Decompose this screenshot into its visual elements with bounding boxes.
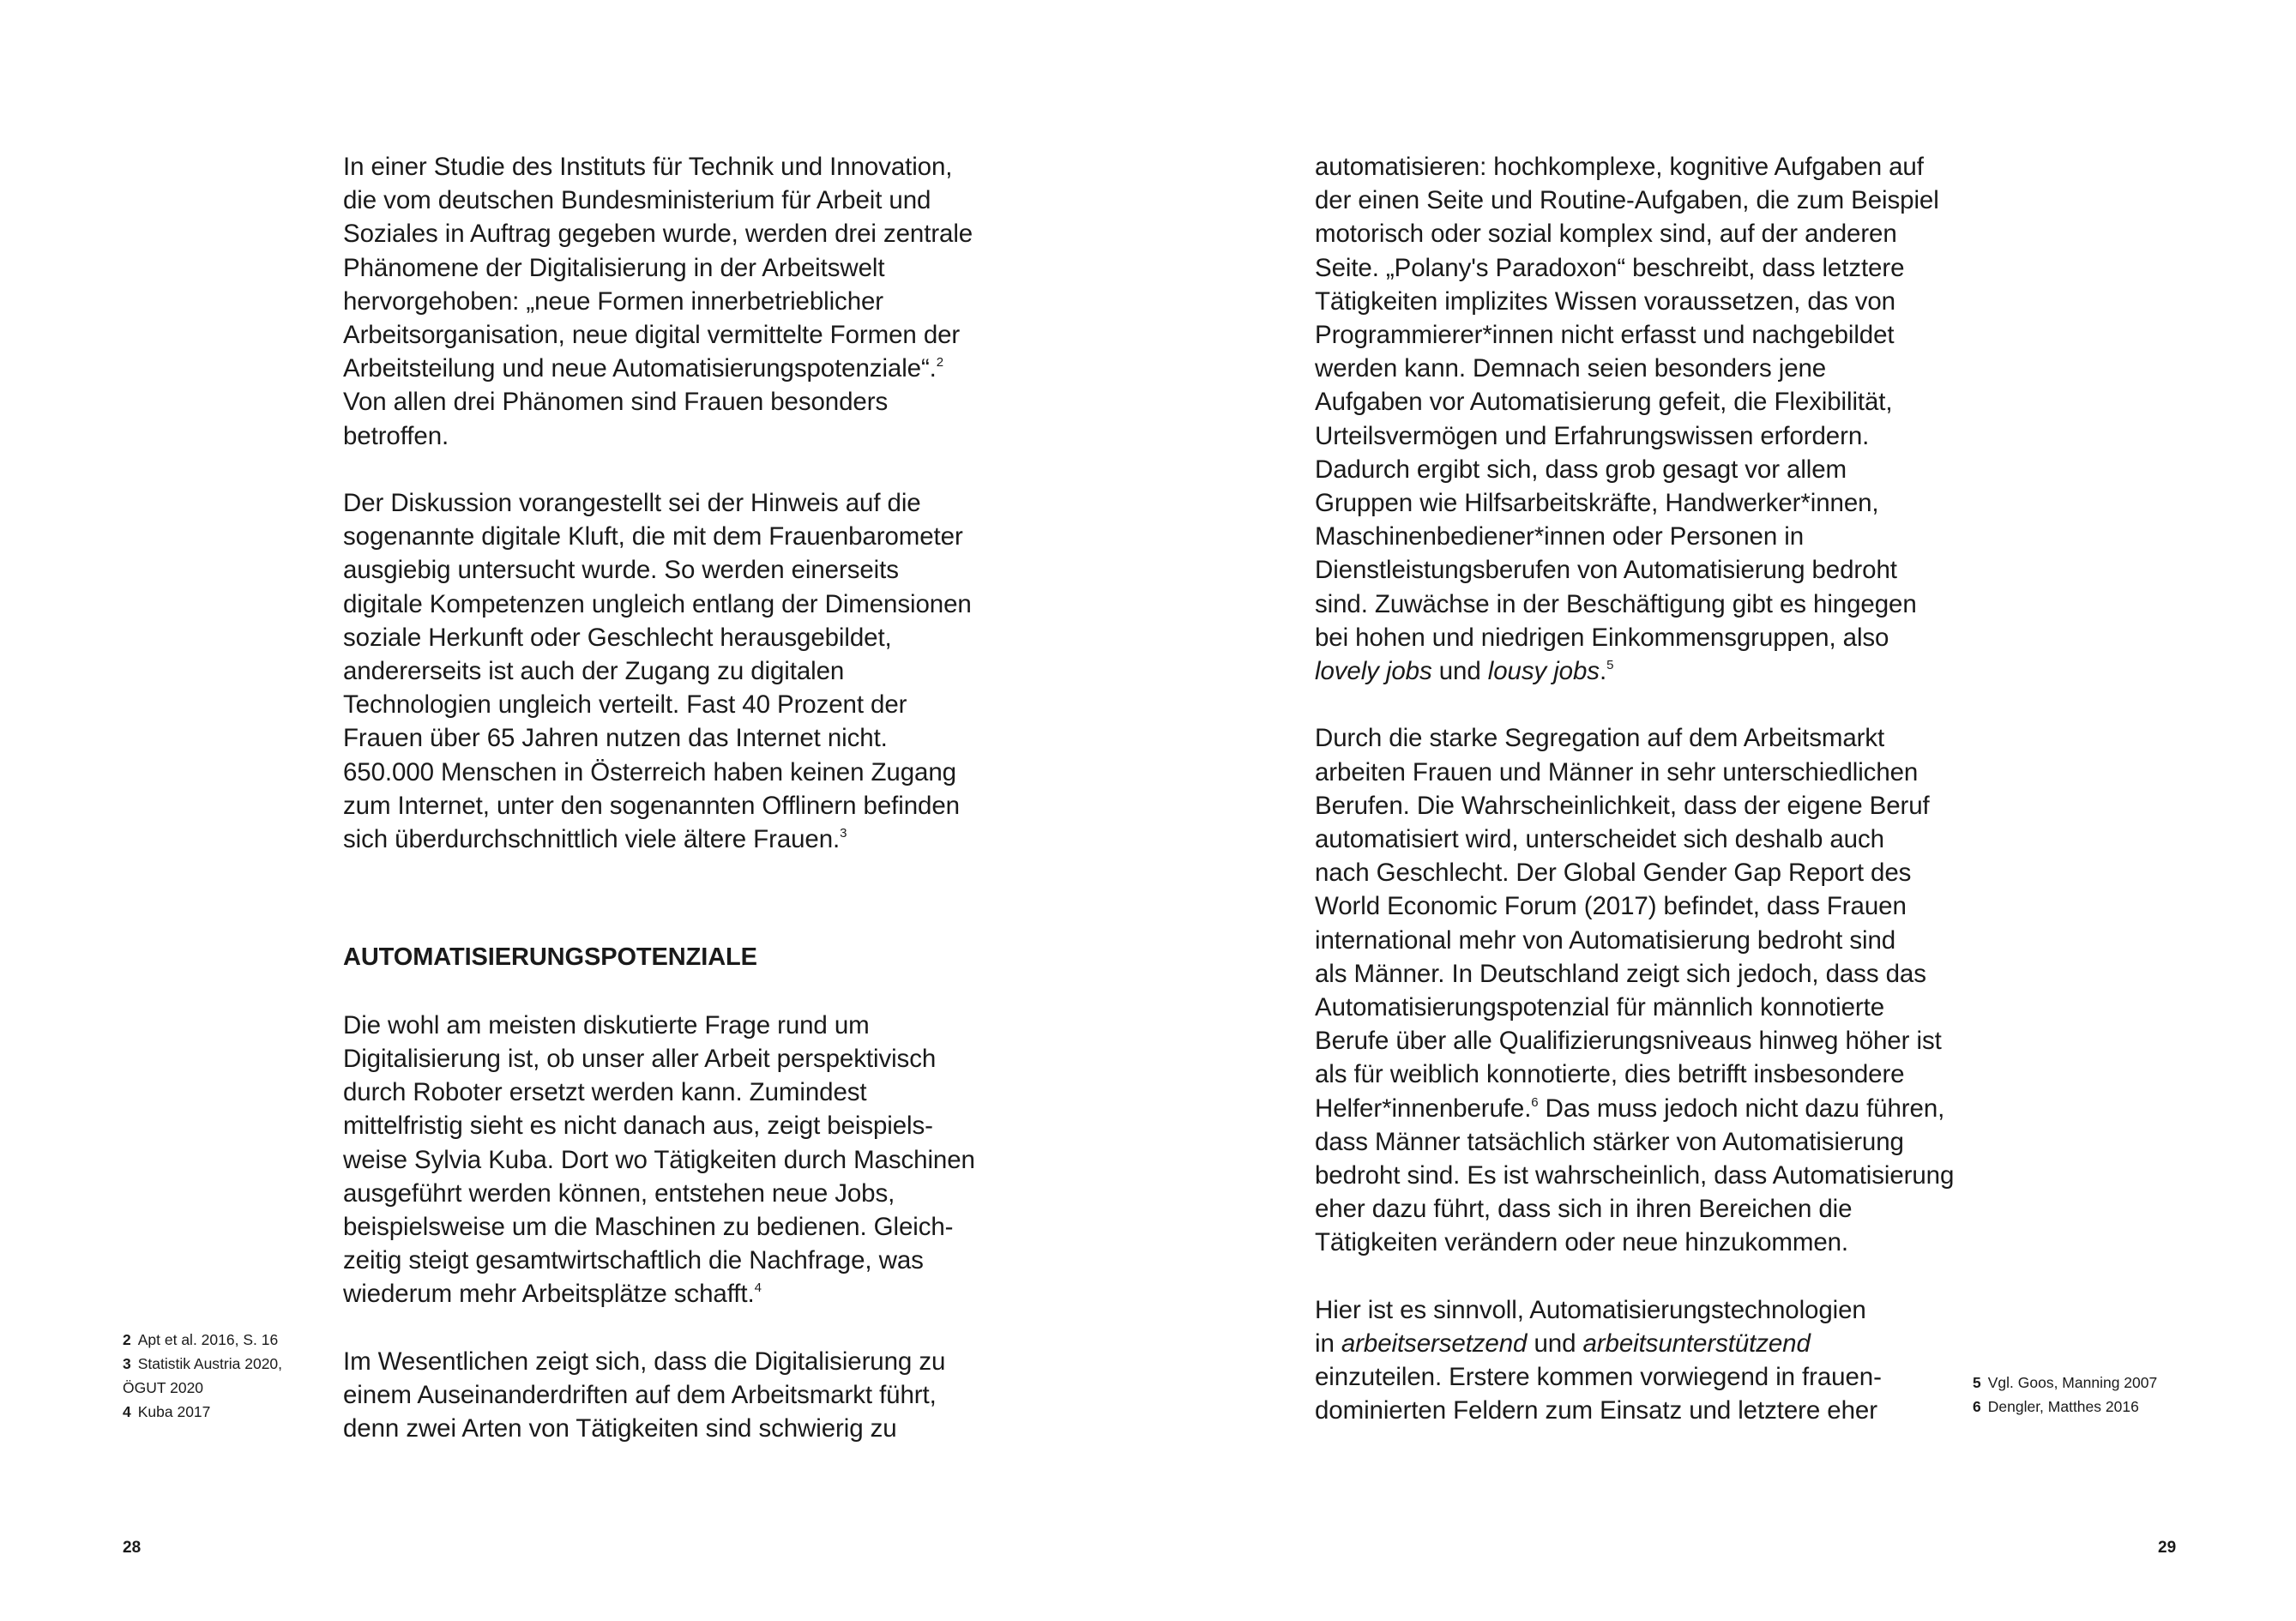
- footnote-number: 5: [1973, 1374, 1981, 1391]
- text-line: Berufen. Die Wahrscheinlichkeit, dass der eigene Beruf: [1315, 791, 1930, 820]
- text-line: Im Wesentlichen zeigt sich, dass die Digitalisierung zu: [343, 1347, 946, 1376]
- text-line: dominierten Feldern zum Einsatz und letztere eher: [1315, 1396, 1877, 1425]
- text-line: bei hohen und niedrigen Einkommensgruppen, also: [1315, 623, 1889, 652]
- text-line: als Männer. In Deutschland zeigt sich jedoch, dass das: [1315, 959, 1926, 988]
- paragraph-automatisieren: [1315, 150, 1975, 688]
- text-line: Frauen über 65 Jahren nutzen das Internet nicht.: [343, 724, 888, 753]
- text-line: Durch die starke Segregation auf dem Arbeitsmarkt: [1315, 724, 1885, 753]
- right-page: [1148, 0, 2296, 1621]
- text-line: Gruppen wie Hilfsarbeitskräfte, Handwerker*innen,: [1315, 489, 1879, 518]
- footnote: [1973, 1371, 2157, 1395]
- text-line: Programmierer*innen nicht erfasst und nachgebildet: [1315, 321, 1895, 350]
- text-line: Digitalisierung ist, ob unser aller Arbeit perspektivisch: [343, 1045, 937, 1074]
- text-line-with-ref: [1315, 654, 1975, 688]
- page-number: 28: [123, 1539, 142, 1557]
- footnote: [123, 1400, 282, 1424]
- text-fragment: Helfer*innenberufe.: [1315, 1094, 1532, 1123]
- text-line: werden kann. Demnach seien besonders jene: [1315, 354, 1827, 383]
- text-line: international mehr von Automatisierung bedroht sind: [1315, 925, 1896, 955]
- paragraph-gap: [1315, 1260, 1975, 1293]
- text-line: wiederum mehr Arbeitsplätze schafft.: [343, 1280, 755, 1309]
- text-line: 650.000 Menschen in Österreich haben keinen Zugang: [343, 757, 956, 786]
- footnote-text: Vgl. Goos, Manning 2007: [1987, 1374, 2158, 1391]
- text-line: denn zwei Arten von Tätigkeiten sind schwierig zu: [343, 1414, 897, 1443]
- text-line: sogenannte digitale Kluft, die mit dem Frauenbarometer: [343, 522, 963, 551]
- footnote: [123, 1352, 282, 1376]
- paragraph-digitale-kluft: [343, 486, 1003, 856]
- paragraph-gap: [343, 453, 1003, 486]
- footnote-ref: 6: [1531, 1094, 1539, 1110]
- text-line-with-ref: [343, 352, 1003, 385]
- text-line-with-ref: [1315, 1092, 1975, 1125]
- paragraph-gap: [343, 975, 1003, 1009]
- text-line: Technologien ungleich verteilt. Fast 40 Prozent der: [343, 690, 907, 720]
- text-line: Aufgaben vor Automatisierung gefeit, die Flexibilität,: [1315, 388, 1893, 417]
- emphasis-text: arbeitsersetzend: [1341, 1329, 1528, 1359]
- text-line: Phänomene der Digitalisierung in der Arbeitswelt: [343, 253, 885, 282]
- page-number: 29: [2158, 1539, 2177, 1557]
- footnote-ref: 4: [754, 1281, 762, 1296]
- text-line: Berufe über alle Qualifizierungsniveaus hinweg höher ist: [1315, 1027, 1942, 1056]
- paragraph-wesentlichen: [343, 1345, 1003, 1446]
- text-line: Hier ist es sinnvoll, Automatisierungstechnologien: [1315, 1295, 1866, 1324]
- footnote: [1973, 1395, 2157, 1419]
- right-footnotes: [1973, 1371, 2157, 1419]
- section-gap: [343, 907, 1003, 941]
- text-line: Dienstleistungsberufen von Automatisierung bedroht: [1315, 556, 1897, 585]
- text-line: bedroht sind. Es ist wahrscheinlich, dass Automatisierung: [1315, 1161, 1955, 1190]
- text-fragment: .: [1599, 657, 1607, 686]
- text-line: ausgiebig untersucht wurde. So werden einerseits: [343, 556, 899, 585]
- text-line: arbeiten Frauen und Männer in sehr unterschiedlichen: [1315, 757, 1919, 786]
- section-heading: AUTOMATISIERUNGSPOTENZIALE: [343, 943, 757, 972]
- text-line: beispielsweise um die Maschinen zu bedienen. Gleich-: [343, 1213, 954, 1242]
- text-line: Arbeitsteilung und neue Automatisierungspotenziale“.: [343, 354, 937, 383]
- left-text-column: [343, 150, 1003, 1445]
- left-footnotes: [123, 1328, 282, 1424]
- paragraph-roboter: [343, 1009, 1003, 1311]
- paragraph-sinnvoll: [1315, 1293, 1975, 1428]
- emphasis-text: lousy jobs: [1487, 657, 1600, 686]
- footnote-number: 2: [123, 1331, 131, 1348]
- text-line: Dadurch ergibt sich, dass grob gesagt vor allem: [1315, 455, 1847, 484]
- footnote-text: ÖGUT 2020: [123, 1379, 204, 1396]
- text-line: Maschinenbediener*innen oder Personen in: [1315, 522, 1805, 551]
- paragraph-studie: [343, 150, 1003, 453]
- text-line: die vom deutschen Bundesministerium für Arbeit und: [343, 186, 931, 215]
- footnote-ref: 2: [936, 355, 944, 371]
- text-line: digitale Kompetenzen ungleich entlang der Dimensionen: [343, 589, 972, 618]
- text-line: Tätigkeiten implizites Wissen voraussetzen, das von: [1315, 286, 1895, 316]
- text-line: Die wohl am meisten diskutierte Frage rund um: [343, 1010, 870, 1039]
- text-line: Der Diskussion vorangestellt sei der Hinweis auf die: [343, 489, 921, 518]
- footnote-number: 3: [123, 1355, 131, 1372]
- text-line: betroffen.: [343, 421, 449, 450]
- text-line: In einer Studie des Instituts für Technik und Innovation,: [343, 153, 953, 181]
- text-line: einem Auseinanderdriften auf dem Arbeitsmarkt führt,: [343, 1381, 937, 1410]
- text-line: mittelfristig sieht es nicht danach aus, zeigt beispiels-: [343, 1112, 933, 1141]
- text-line-emphasis: [1315, 1327, 1975, 1360]
- text-line: Seite. „Polany's Paradoxon“ beschreibt, dass letztere: [1315, 253, 1905, 282]
- text-line-with-ref: [343, 1277, 1003, 1311]
- text-line: einzuteilen. Erstere kommen vorwiegend in frauen-: [1315, 1363, 1882, 1392]
- footnote-number: 6: [1973, 1398, 1981, 1415]
- text-line: Von allen drei Phänomen sind Frauen besonders: [343, 388, 889, 417]
- text-line: motorisch oder sozial komplex sind, auf der anderen: [1315, 220, 1897, 249]
- text-line: ausgeführt werden können, entstehen neue Jobs,: [343, 1178, 895, 1208]
- section-gap: [343, 856, 1003, 907]
- text-line: zum Internet, unter den sogenannten Offlinern befinden: [343, 791, 960, 820]
- footnote: [123, 1328, 282, 1352]
- text-line: Arbeitsorganisation, neue digital vermittelte Formen der: [343, 321, 961, 350]
- text-line: zeitig steigt gesamtwirtschaftlich die Nachfrage, was: [343, 1246, 924, 1275]
- emphasis-text: arbeitsunterstützend: [1582, 1329, 1811, 1359]
- footnote-text: Statistik Austria 2020,: [137, 1355, 283, 1372]
- text-line: andererseits ist auch der Zugang zu digitalen: [343, 657, 845, 686]
- text-line: durch Roboter ersetzt werden kann. Zumindest: [343, 1078, 867, 1107]
- text-line: hervorgehoben: „neue Formen innerbetrieblicher: [343, 286, 884, 316]
- footnote-ref: 3: [840, 826, 847, 841]
- text-fragment: in: [1315, 1329, 1341, 1359]
- text-fragment: Das muss jedoch nicht dazu führen,: [1538, 1094, 1945, 1123]
- text-line: Automatisierungspotenzial für männlich konnotierte: [1315, 993, 1885, 1022]
- text-line: automatisieren: hochkomplexe, kognitive Aufgaben auf: [1315, 153, 1924, 181]
- text-line: als für weiblich konnotierte, dies betrifft insbesondere: [1315, 1060, 1905, 1089]
- footnote-number: 4: [123, 1403, 131, 1420]
- text-line-with-ref: [343, 823, 1003, 856]
- text-line: automatisiert wird, unterscheidet sich deshalb auch: [1315, 825, 1884, 854]
- emphasis-text: lovely jobs: [1315, 657, 1432, 686]
- text-line: weise Sylvia Kuba. Dort wo Tätigkeiten durch Maschinen: [343, 1145, 975, 1174]
- right-text-column: [1315, 150, 1975, 1428]
- text-fragment: und: [1527, 1329, 1583, 1359]
- text-line: sind. Zuwächse in der Beschäftigung gibt es hingegen: [1315, 589, 1917, 618]
- text-fragment: und: [1431, 657, 1488, 686]
- text-line: dass Männer tatsächlich stärker von Automatisierung: [1315, 1127, 1904, 1156]
- text-line: nach Geschlecht. Der Global Gender Gap Report des: [1315, 859, 1912, 888]
- footnote-text: Dengler, Matthes 2016: [1987, 1398, 2139, 1415]
- text-line: Soziales in Auftrag gegeben wurde, werden drei zentrale: [343, 220, 973, 249]
- text-line: der einen Seite und Routine-Aufgaben, die zum Beispiel: [1315, 186, 1939, 215]
- text-line: soziale Herkunft oder Geschlecht herausgebildet,: [343, 623, 892, 652]
- text-line: World Economic Forum (2017) befindet, dass Frauen: [1315, 892, 1907, 921]
- paragraph-gap: [343, 1311, 1003, 1345]
- footnote-text: Apt et al. 2016, S. 16: [137, 1331, 279, 1348]
- paragraph-segregation: [1315, 721, 1975, 1259]
- footnote-ref: 5: [1606, 658, 1614, 673]
- text-line: Tätigkeiten verändern oder neue hinzukommen.: [1315, 1228, 1849, 1257]
- text-line: eher dazu führt, dass sich in ihren Bereichen die: [1315, 1195, 1853, 1224]
- footnote-continuation: [123, 1376, 282, 1400]
- text-line: Urteilsvermögen und Erfahrungswissen erfordern.: [1315, 421, 1870, 450]
- text-line: sich überdurchschnittlich viele ältere Frauen.: [343, 825, 841, 854]
- footnote-text: Kuba 2017: [137, 1403, 211, 1420]
- paragraph-gap: [1315, 688, 1975, 721]
